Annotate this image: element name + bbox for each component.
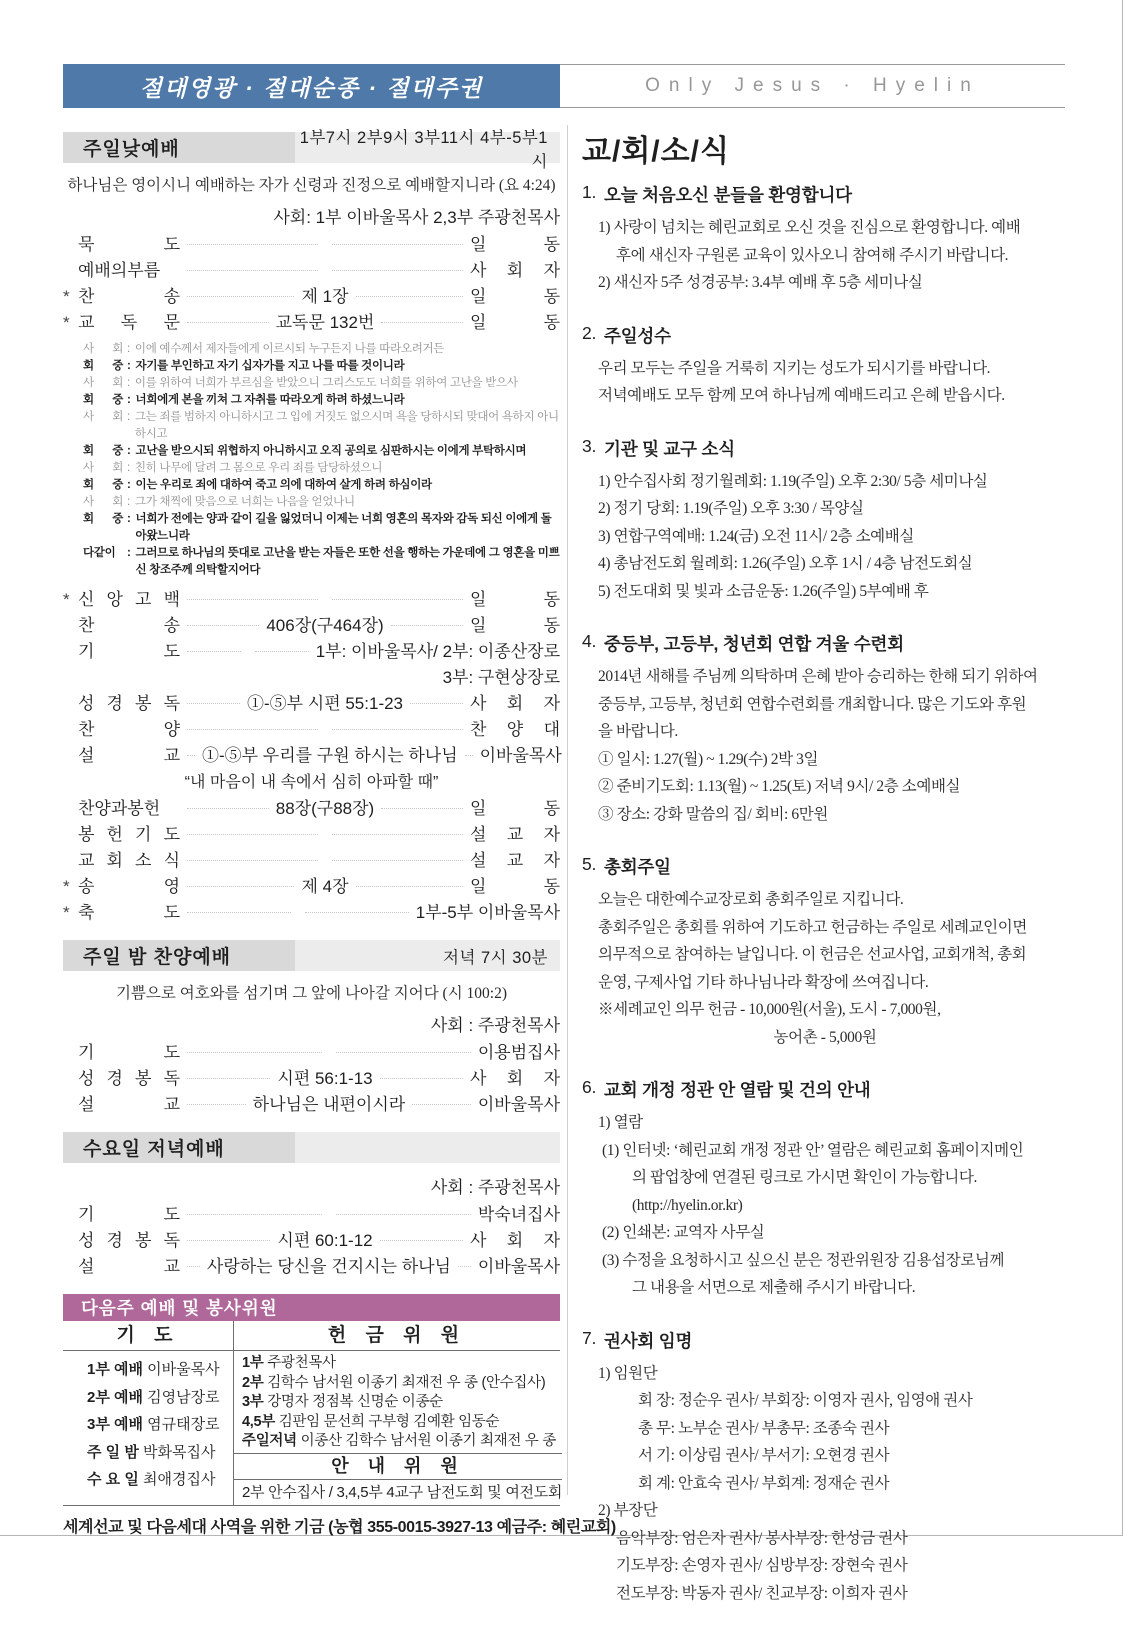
order-person: 사 회 자 <box>470 1069 561 1088</box>
reading-speaker: 사 회 <box>83 377 123 389</box>
order-label: 설 교 <box>78 746 180 765</box>
prayer-row <box>63 1356 233 1384</box>
order-row <box>63 822 560 848</box>
news-item-title: 총회주일 <box>604 857 671 877</box>
order-detail: 제 4장 <box>301 877 349 896</box>
dotted-leader <box>332 834 463 835</box>
order-label: 교 회 소 식 <box>78 851 180 870</box>
dotted-leader <box>380 1078 463 1079</box>
dotted-leader <box>391 625 463 626</box>
reading-text: 그는 죄를 범하지 아니하시고 그 입에 거짓도 없으시며 욕을 당하시되 맞대어 욕하지 아니하시고 <box>134 411 559 440</box>
news-item <box>582 1328 1068 1608</box>
dotted-leader <box>187 1240 270 1241</box>
order-label: 예배의부름 <box>78 261 161 280</box>
offering-row <box>234 1413 562 1433</box>
order-label: 교 독 문 <box>78 313 180 332</box>
order-label: 설 교 <box>78 1257 180 1276</box>
reading-speaker: 회 중 <box>83 513 123 525</box>
order-row <box>63 848 560 874</box>
reading-speaker: 사 회 <box>83 411 123 423</box>
evening-service-time: 저녁 7시 30분 <box>443 948 548 967</box>
offering-row <box>234 1393 562 1413</box>
person-names: 이종산 김학수 남서원 이종기 최재전 우 종 <box>300 1433 556 1449</box>
order-row <box>63 1066 560 1092</box>
person-name: 이바울목사 <box>147 1361 220 1378</box>
order-label: 신 앙 고 백 <box>78 590 180 609</box>
dotted-leader <box>356 296 463 297</box>
dotted-leader <box>187 322 269 323</box>
wednesday-order-rows <box>63 1202 560 1280</box>
order-row <box>63 665 560 691</box>
reading-text: 그러므로 하나님의 뜻대로 고난을 받는 자들은 또한 선을 행하는 가운데에 그 영혼을 미쁘신 창조주께 의탁할지어다 <box>135 547 560 576</box>
dotted-leader <box>332 244 463 245</box>
dotted-leader <box>255 651 309 652</box>
order-row <box>63 587 560 613</box>
order-row <box>63 232 560 258</box>
news-line: (2) 인쇄본: 교역자 사무실 <box>602 1224 765 1241</box>
order-label: 성 경 봉 독 <box>78 1069 180 1088</box>
dotted-leader <box>381 808 463 809</box>
service-part: 3부 예배 <box>87 1416 143 1433</box>
news-line: 3) 연합구역예배: 1.24(금) 오전 11시/ 2층 소예배실 <box>598 527 914 545</box>
reading-text: 너희가 전에는 양과 같이 길을 잃었더니 이제는 너희 영혼의 목자와 감독 되신 이에게 돌아왔느니라 <box>135 513 552 542</box>
order-row <box>63 691 560 717</box>
reading-colon: : <box>127 343 130 355</box>
order-label: 기 도 <box>78 642 180 661</box>
reading-colon: : <box>127 377 130 389</box>
news-item-number: 3. <box>582 435 597 456</box>
morning-order-rows-3 <box>63 796 560 926</box>
order-person: 일 동 <box>470 287 560 306</box>
order-row <box>63 743 560 769</box>
reading-colon: : <box>127 394 131 406</box>
news-item-number: 1. <box>582 182 597 202</box>
responsive-reading <box>63 341 560 579</box>
reading-colon: : <box>127 462 130 474</box>
news-line: ② 준비기도회: 1.13(월) ~ 1.25(토) 저녁 9시/ 2층 소예배실 <box>598 778 961 795</box>
news-item-title: 교회 개정 정관 안 열람 및 건의 안내 <box>604 1080 871 1100</box>
reading-speaker: 회 중 <box>83 394 123 406</box>
reading-line <box>63 341 560 358</box>
evening-service-header <box>63 940 560 971</box>
prayer-row <box>63 1384 233 1412</box>
reading-speaker: 다같이 <box>83 547 116 559</box>
news-line: 5) 전도대회 및 빛과 소금운동: 1.26(주일) 5부예배 후 <box>598 582 929 600</box>
reading-colon: : <box>127 411 130 423</box>
order-person: 1부-5부 이바울목사 <box>415 903 560 922</box>
reading-line <box>63 545 560 579</box>
order-row <box>63 874 560 900</box>
news-item <box>582 182 1068 297</box>
dotted-leader <box>187 625 259 626</box>
reading-line <box>63 358 560 375</box>
order-detail: 시편 60:1-12 <box>277 1231 373 1250</box>
offering-row <box>234 1432 562 1452</box>
star-mark: * <box>63 287 70 306</box>
evening-order-rows <box>63 1040 560 1118</box>
news-line: ③ 장소: 강화 말씀의 집/ 회비: 6만원 <box>598 805 828 823</box>
person-names: 주광천목사 <box>267 1355 336 1371</box>
service-part: 주 일 밤 <box>87 1443 139 1461</box>
dotted-leader <box>187 270 318 271</box>
reading-line <box>63 392 560 409</box>
order-detail: 시편 56:1-13 <box>277 1069 373 1088</box>
morning-verse: 하나님은 영이시니 예배하는 자가 신령과 진정으로 예배할지니라 (요 4:24) <box>67 177 556 194</box>
order-row <box>63 258 560 284</box>
morning-order-rows <box>63 232 560 336</box>
order-label: 기 도 <box>78 1043 180 1062</box>
order-label: 봉 헌 기 도 <box>78 825 180 844</box>
next-week-title: 다음주 예배 및 봉사위원 <box>63 1294 560 1321</box>
evening-moderator: 사회 : 주광천목사 <box>430 1016 560 1035</box>
order-label: 설 교 <box>78 1095 180 1114</box>
wednesday-moderator: 사회 : 주광천목사 <box>430 1178 560 1197</box>
service-part: 2부 예배 <box>87 1388 143 1406</box>
column-divider <box>567 125 568 1495</box>
prayer-row <box>63 1439 233 1467</box>
news-item-title: 권사회 임명 <box>604 1330 693 1351</box>
news-line: 총회주일은 총회를 위하여 기도하고 헌금하는 주일로 세례교인이면 <box>598 918 1027 936</box>
next-week-table-header <box>63 1321 560 1351</box>
news-line: 중등부, 고등부, 청년회 연합수련회를 개최합니다. 많은 기도와 후원 <box>598 695 1027 713</box>
news-line: 오늘은 대한예수교장로회 총회주일로 지킵니다. <box>598 891 904 908</box>
dotted-leader <box>465 755 473 756</box>
wednesday-service-title: 수요일 저녁예배 <box>63 1132 295 1163</box>
order-person: 사 회 자 <box>470 1231 561 1250</box>
news-line: 회 계: 안효숙 권사/ 부회계: 정재순 권사 <box>638 1474 890 1492</box>
order-person: 일 동 <box>470 799 561 818</box>
dotted-leader <box>187 1266 200 1267</box>
dotted-leader <box>187 1052 322 1053</box>
news-line: 농어촌 - 5,000원 <box>773 1028 877 1046</box>
news-item-title: 오늘 처음오신 분들을 환영합니다 <box>604 185 852 205</box>
star-mark: * <box>63 903 70 922</box>
dotted-leader <box>332 729 463 730</box>
service-part: 주일저녁 <box>242 1433 297 1449</box>
offering-row <box>234 1374 562 1394</box>
evening-service-title: 주일 밤 찬양예배 <box>63 940 295 971</box>
order-row <box>63 1202 560 1228</box>
dotted-leader <box>332 860 463 861</box>
dotted-leader <box>187 651 241 652</box>
order-person: 이바울목사 <box>477 1095 560 1114</box>
morning-service-times: 1부7시 2부9시 3부11시 4부-5부1시 <box>299 128 548 171</box>
next-week-section <box>63 1294 563 1506</box>
news-line: 후에 새신자 구원론 교육이 있사오니 참여해 주시기 바랍니다. <box>616 246 1009 264</box>
news-line: 1) 열람 <box>598 1114 643 1131</box>
order-row <box>63 796 560 822</box>
order-person: 설 교 자 <box>470 851 560 870</box>
order-person: 설 교 자 <box>470 825 560 844</box>
reading-colon: : <box>127 496 130 508</box>
offering-rows <box>234 1351 562 1452</box>
news-line: 을 바랍니다. <box>598 723 678 740</box>
reading-line <box>63 477 560 494</box>
dotted-leader <box>412 1104 471 1105</box>
news-line: 음악부장: 엄은자 권사/ 봉사부장: 한성금 권사 <box>616 1529 908 1547</box>
person-names: 강명자 정점복 신명순 이종순 <box>267 1394 443 1410</box>
order-person: 일 동 <box>470 616 561 635</box>
reading-colon: : <box>127 513 131 525</box>
order-person: 사 회 자 <box>470 261 560 280</box>
news-line: ※세례교인 의무 헌금 - 10,000원(서울), 도시 - 7,000원, <box>598 1001 941 1018</box>
dotted-leader <box>305 912 409 913</box>
order-row <box>63 1254 560 1280</box>
reading-speaker: 회 중 <box>83 479 123 491</box>
news-line: 1) 사랑이 넘치는 혜린교회로 오신 것을 진심으로 환영합니다. 예배 <box>598 219 1021 236</box>
news-item <box>582 323 1068 410</box>
order-row <box>63 310 560 336</box>
order-label: 찬양과봉헌 <box>78 799 161 818</box>
guide-committee: 2부 안수집사 / 3,4,5부 4교구 남전도회 및 여전도회 <box>242 1483 563 1501</box>
offering-row <box>234 1354 562 1374</box>
news-item-title: 기관 및 교구 소식 <box>604 438 735 459</box>
news-item-number: 7. <box>582 1327 597 1348</box>
news-line: 1) 안수집사회 정기월례회: 1.19(주일) 오후 2:30/ 5층 세미나실 <box>598 472 988 490</box>
news-item <box>582 631 1068 828</box>
news-line: 2) 새신자 5주 성경공부: 3.4부 예배 후 5층 세미나실 <box>598 274 923 291</box>
order-label: 송 영 <box>78 877 180 896</box>
order-label: 축 도 <box>78 903 180 922</box>
order-detail: 88장(구88장) <box>275 799 375 818</box>
dotted-leader <box>187 296 294 297</box>
news-line: 회 장: 정순우 권사/ 부회장: 이영자 권사, 임영애 권사 <box>638 1392 973 1409</box>
dotted-leader <box>187 912 291 913</box>
reading-colon: : <box>127 445 131 457</box>
news-line: 총 무: 노부순 권사/ 부총무: 조종숙 권사 <box>638 1419 890 1437</box>
news-items <box>582 182 1068 1607</box>
news-line: 서 기: 이상림 권사/ 부서기: 오현경 권사 <box>638 1447 890 1464</box>
news-line: 우리 모두는 주일을 거룩히 지키는 성도가 되시기를 바랍니다. <box>598 359 991 377</box>
news-line: 2014년 새해를 주님께 의탁하며 은혜 받아 승리하는 한해 되기 위하여 <box>598 668 1038 685</box>
news-line: (http://hyelin.or.kr) <box>632 1196 743 1214</box>
news-line: 전도부장: 박동자 권사/ 친교부장: 이희자 권사 <box>616 1584 908 1602</box>
news-item-number: 6. <box>582 1077 597 1097</box>
reading-text: 고난을 받으시되 위협하지 아니하시고 오직 공의로 심판하시는 이에게 부탁하시며 <box>135 445 527 457</box>
news-line: (3) 수정을 요청하시고 싶으신 분은 정관위원장 김용섭장로님께 <box>602 1251 1005 1269</box>
reading-text: 자기를 부인하고 자기 십자가를 지고 나를 따를 것이니라 <box>135 360 405 372</box>
reading-speaker: 사 회 <box>83 496 123 508</box>
news-column <box>582 126 1068 1633</box>
order-person: 박숙녀집사 <box>477 1205 560 1224</box>
dotted-leader <box>187 599 318 600</box>
order-row <box>63 613 560 639</box>
news-line: 운영, 구제사업 기타 하나님나라 확장에 쓰여집니다. <box>598 973 929 991</box>
news-line: 2) 정기 당회: 1.19(주일) 오후 3:30 / 목양실 <box>598 500 864 517</box>
guide-committee-header: 안 내 위 원 <box>234 1453 562 1480</box>
order-person: 일 동 <box>470 590 560 609</box>
news-line: 4) 총남전도회 월례회: 1.26(주일) 오후 1시 / 4층 남전도회실 <box>598 555 973 572</box>
worship-column <box>63 128 616 1537</box>
order-label: 찬 양 <box>78 720 180 739</box>
order-person: 이바울목사 <box>479 746 562 765</box>
service-part: 수 요 일 <box>87 1471 139 1488</box>
person-names: 김학수 남서원 이종기 최재전 우 종 (안수집사) <box>267 1374 546 1391</box>
service-part: 4,5부 <box>242 1413 275 1430</box>
news-line: 1) 임원단 <box>598 1364 658 1382</box>
morning-service-header <box>63 128 560 171</box>
order-person: 찬 양 대 <box>470 720 560 739</box>
dotted-leader <box>187 1078 270 1079</box>
reading-line <box>63 409 560 443</box>
prayer-row <box>63 1411 233 1439</box>
order-row <box>63 717 560 743</box>
dotted-leader <box>336 1052 471 1053</box>
reading-colon: : <box>127 360 131 372</box>
news-item <box>582 1077 1068 1302</box>
reading-line <box>63 443 560 460</box>
order-person: 1부: 이바울목사/ 2부: 이종산장로 <box>315 642 560 661</box>
news-item-number: 2. <box>582 322 597 343</box>
col-prayer-header: 기 도 <box>116 1325 180 1346</box>
order-row <box>63 639 560 665</box>
order-detail: ①-⑤부 우리를 구원 하시는 하나님 <box>202 746 458 765</box>
person-names: 김판임 문선희 구부형 김예환 임동순 <box>278 1413 500 1430</box>
dotted-leader <box>356 886 463 887</box>
reading-text: 이에 예수께서 제자들에게 이르시되 누구든지 나를 따라오려거든 <box>134 343 445 355</box>
reading-line <box>63 460 560 477</box>
reading-text: 그가 채찍에 맞음으로 너희는 나음을 얻었나니 <box>134 496 355 508</box>
order-detail: 교독문 132번 <box>275 313 375 332</box>
sermon-quote: “내 마음이 내 속에서 심히 아파할 때” <box>184 774 439 791</box>
dotted-leader <box>332 270 463 271</box>
dotted-leader <box>187 729 318 730</box>
reading-colon: : <box>127 479 131 491</box>
service-part: 2부 <box>242 1374 264 1391</box>
brand-header: Only Jesus · Hyelin <box>560 64 1065 108</box>
order-person: 이바울목사 <box>477 1257 561 1276</box>
order-detail: 하나님은 내편이시라 <box>252 1095 406 1114</box>
order-label: 성 경 봉 독 <box>78 694 180 713</box>
dotted-leader <box>332 599 463 600</box>
news-item-number: 5. <box>582 854 597 874</box>
order-detail: ①-⑤부 시편 55:1-23 <box>246 694 404 713</box>
reading-speaker: 사 회 <box>83 343 123 355</box>
dotted-leader <box>187 808 269 809</box>
reading-speaker: 회 중 <box>83 360 123 372</box>
order-label: 묵 도 <box>78 235 180 254</box>
star-mark: * <box>63 877 70 896</box>
order-detail: 사랑하는 당신을 건지시는 하나님 <box>206 1257 451 1276</box>
news-item <box>582 436 1068 606</box>
morning-service-title: 주일낮예배 <box>63 132 295 163</box>
dotted-leader <box>410 703 463 704</box>
order-row <box>63 900 560 926</box>
star-mark: * <box>63 313 70 332</box>
morning-moderator: 사회: 1부 이바울목사 2,3부 주광천목사 <box>273 208 560 227</box>
dotted-leader <box>187 860 318 861</box>
reading-text: 이는 우리로 죄에 대하여 죽고 의에 대하여 살게 하려 하심이라 <box>135 479 432 491</box>
order-person: 일 동 <box>470 235 560 254</box>
service-part: 1부 예배 <box>87 1361 143 1378</box>
reading-speaker: 회 중 <box>83 445 123 457</box>
news-item-number: 4. <box>582 631 597 651</box>
news-line: 기도부장: 손영자 권사/ 심방부장: 장현숙 권사 <box>616 1557 908 1574</box>
person-name: 염규태장로 <box>147 1416 220 1433</box>
dotted-leader <box>187 1104 246 1105</box>
dotted-leader <box>336 1214 471 1215</box>
news-line: 저녁예배도 모두 함께 모여 하나님께 예배드리고 은혜 받읍시다. <box>598 387 1005 404</box>
reading-line <box>63 494 560 511</box>
person-name: 박화목집사 <box>142 1443 216 1461</box>
order-detail: 406장(구464장) <box>266 616 384 635</box>
order-row <box>63 1040 560 1066</box>
morning-order-rows-2 <box>63 587 560 769</box>
news-line: 2) 부장단 <box>598 1502 658 1519</box>
dotted-leader <box>458 1266 471 1267</box>
order-detail: 제 1장 <box>301 287 349 306</box>
news-item <box>582 854 1068 1051</box>
person-name: 최애경집사 <box>142 1471 216 1488</box>
reading-line <box>63 375 560 392</box>
slogan-banner: 절대영광 · 절대순종 · 절대주권 <box>63 64 560 108</box>
reading-text: 이를 위하여 너희가 부르심을 받았으니 그리스도도 너희를 위하여 고난을 받으사 <box>134 377 518 389</box>
order-label: 찬 송 <box>78 287 180 306</box>
order-person: 이용범집사 <box>477 1043 560 1062</box>
star-mark: * <box>63 590 70 609</box>
reading-text: 친히 나무에 달려 그 몸으로 우리 죄를 담당하셨으니 <box>134 462 383 474</box>
news-line: 의무적으로 참여하는 날입니다. 이 헌금은 선교사업, 교회개척, 총회 <box>598 946 1027 963</box>
order-label: 성 경 봉 독 <box>78 1231 180 1250</box>
wednesday-service-header <box>63 1132 560 1163</box>
dotted-leader <box>380 1240 463 1241</box>
order-row <box>63 1092 560 1118</box>
reading-line <box>63 511 560 545</box>
evening-verse: 기쁨으로 여호와를 섬기며 그 앞에 나아갈 지어다 (시 100:2) <box>115 985 508 1002</box>
order-row <box>63 284 560 310</box>
person-name: 김영남장로 <box>147 1388 220 1406</box>
reading-text: 너희에게 본을 끼쳐 그 자취를 따라오게 하려 하셨느니라 <box>135 394 405 406</box>
dotted-leader <box>187 886 294 887</box>
order-person: 일 동 <box>470 313 560 332</box>
mission-fund-account: 세계선교 및 다음세대 사역을 위한 기금 (농협 355-0015-3927-13 예금주: 혜린교회) <box>63 1518 616 1536</box>
col-offering-header: 헌 금 위 원 <box>233 1321 560 1350</box>
service-part: 3부 <box>242 1394 264 1410</box>
news-title: 교/회/소/식 <box>582 135 730 168</box>
prayer-row <box>63 1466 233 1494</box>
order-person: 사 회 자 <box>470 694 560 713</box>
news-item-title: 중등부, 고등부, 청년회 연합 겨울 수련회 <box>604 634 904 654</box>
dotted-leader <box>381 322 463 323</box>
dotted-leader <box>187 703 240 704</box>
order-person: 일 동 <box>470 877 560 896</box>
order-person: 3부: 구현상장로 <box>442 668 560 687</box>
reading-colon: : <box>127 547 131 559</box>
news-line: 그 내용을 서면으로 제출해 주시기 바랍니다. <box>632 1279 916 1296</box>
news-line: ① 일시: 1.27(월) ~ 1.29(수) 2박 3일 <box>598 750 819 768</box>
reading-speaker: 사 회 <box>83 462 123 474</box>
dotted-leader <box>187 755 195 756</box>
order-label: 기 도 <box>78 1205 180 1224</box>
dotted-leader <box>187 834 318 835</box>
prayer-rows <box>63 1351 233 1505</box>
news-line: 의 팝업창에 연결된 링크로 가시면 확인이 가능합니다. <box>632 1169 977 1186</box>
service-part: 1부 <box>242 1355 264 1371</box>
order-row <box>63 1228 560 1254</box>
dotted-leader <box>187 1214 322 1215</box>
order-label: 찬 송 <box>78 616 180 635</box>
news-item-title: 주일성수 <box>604 325 671 346</box>
dotted-leader <box>187 244 318 245</box>
news-line: (1) 인터넷: ‘혜린교회 개정 정관 안’ 열람은 혜린교회 홈페이지메인 <box>602 1141 1024 1159</box>
